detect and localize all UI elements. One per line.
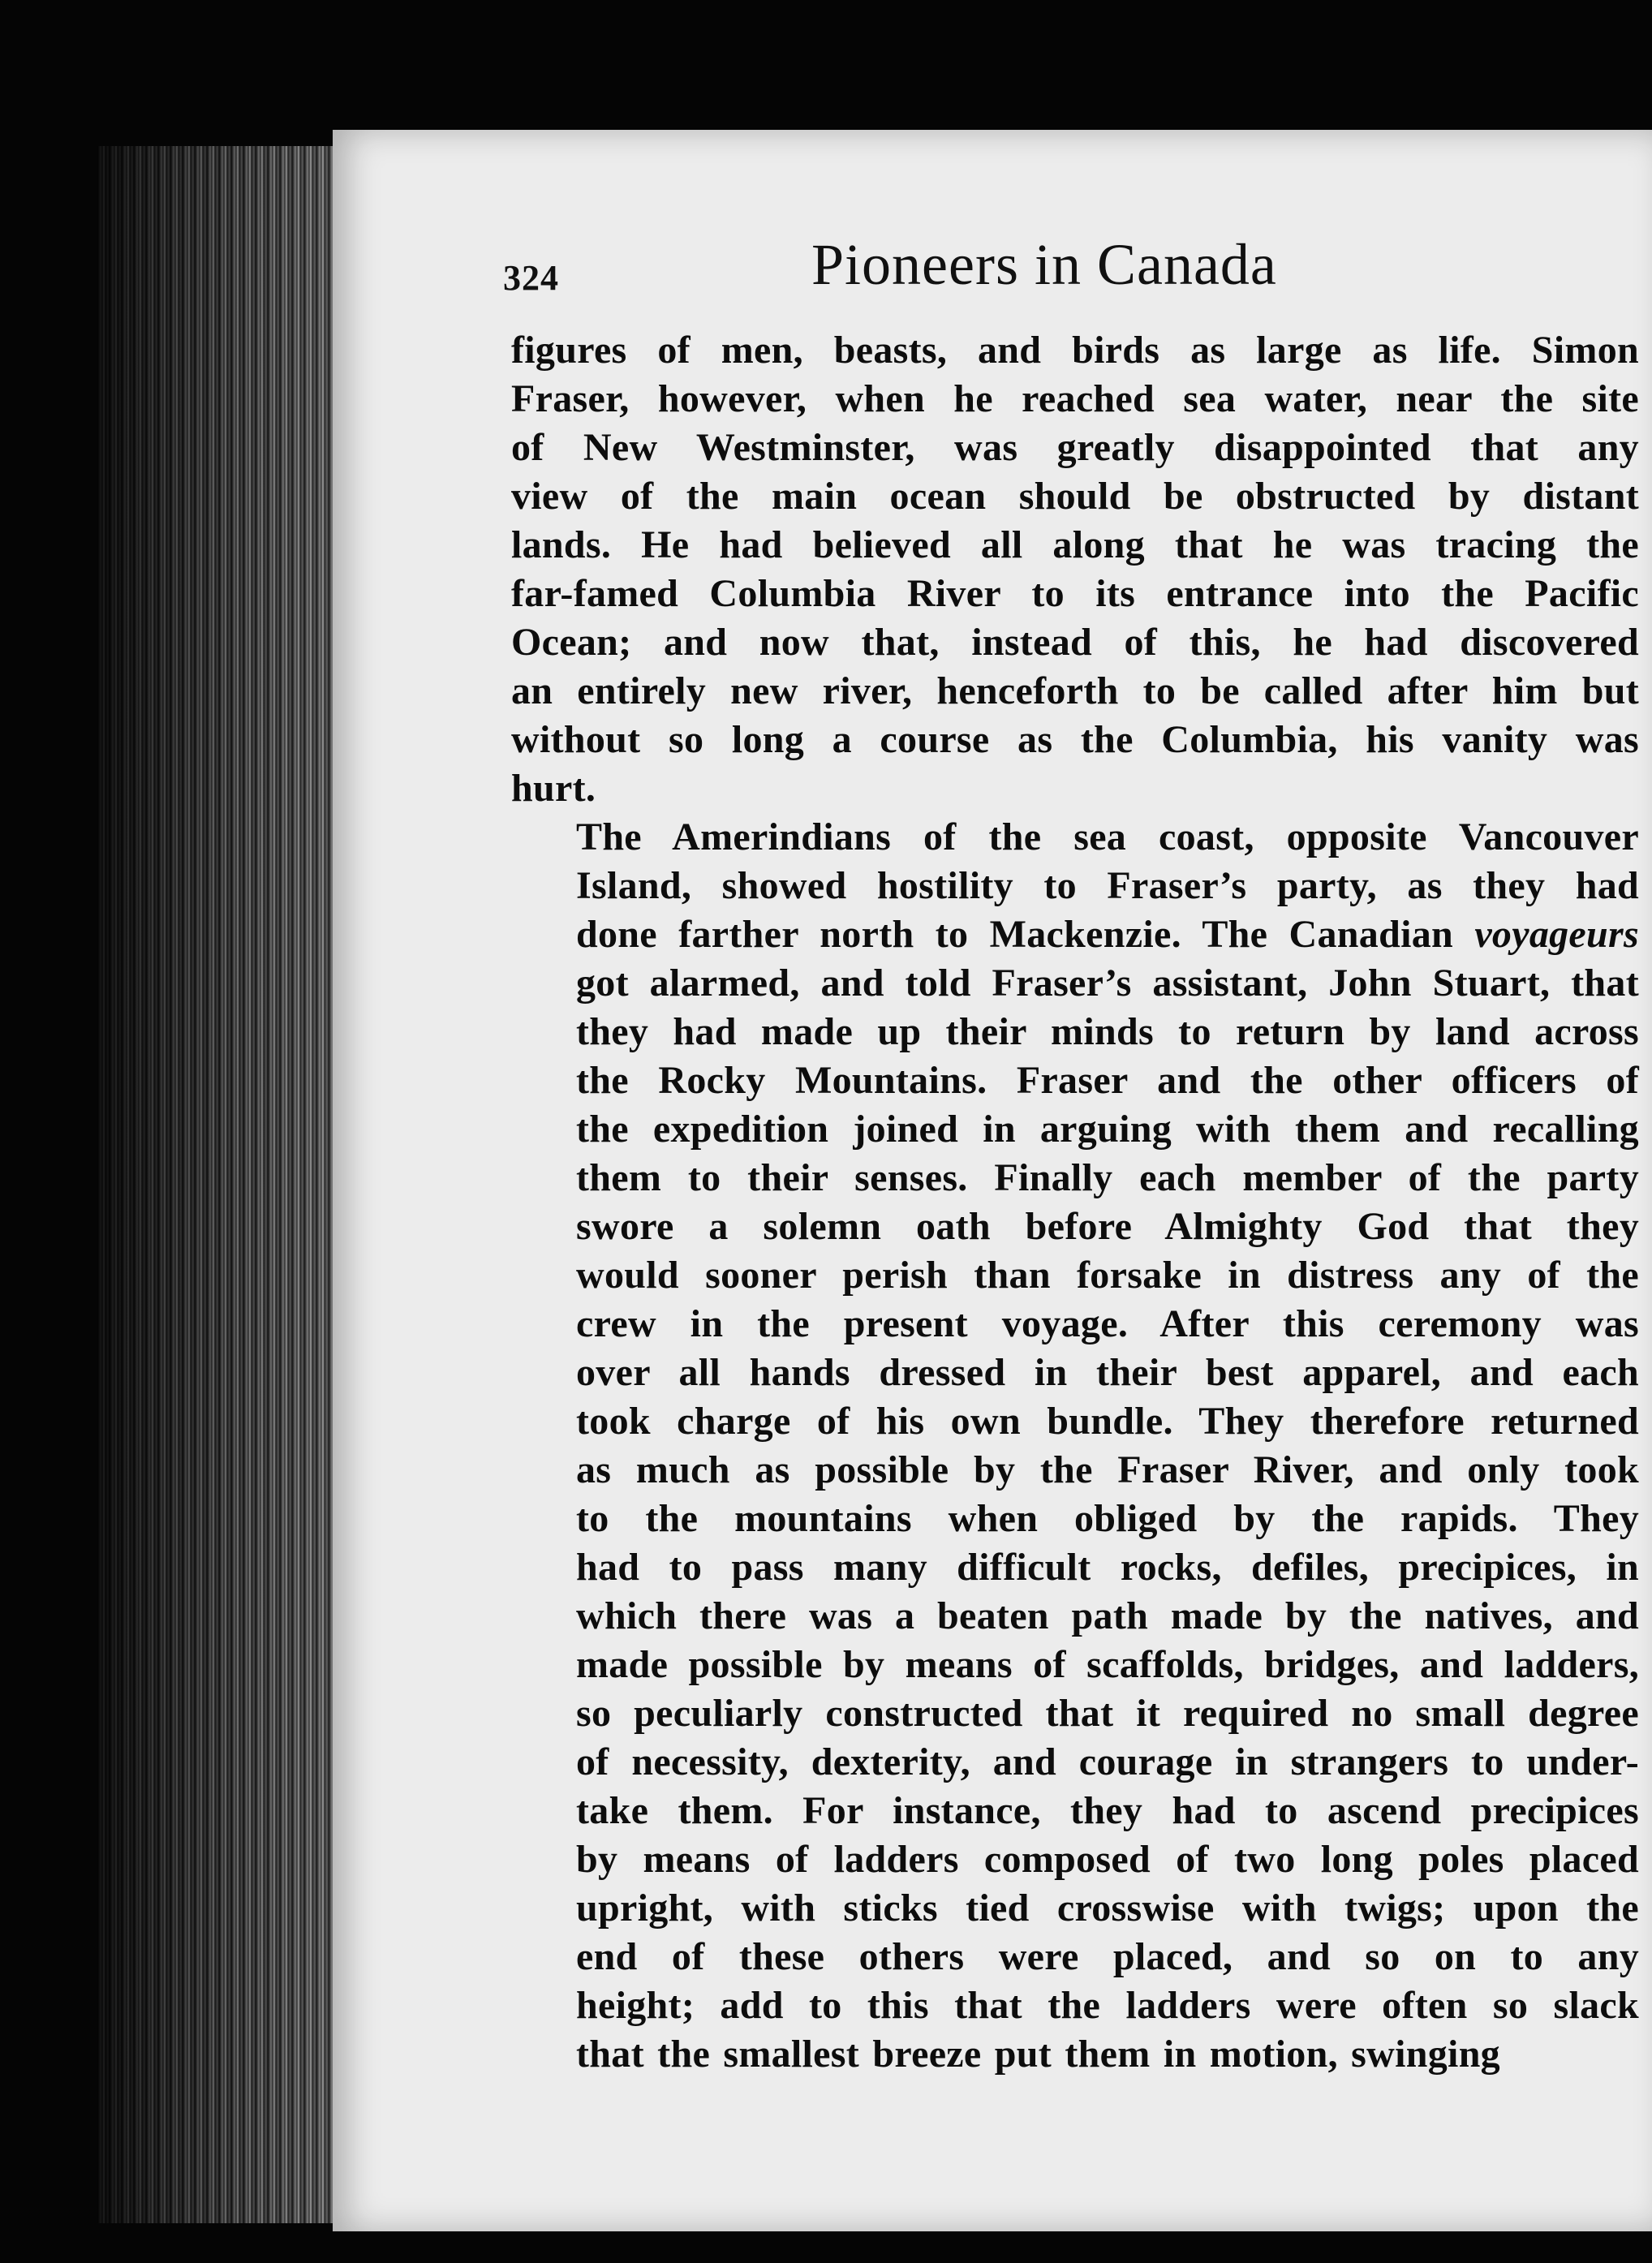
text-line: hurt. — [511, 767, 596, 810]
text-line: upright, with sticks tied crosswise with twigs; upon the — [576, 1887, 1639, 1930]
text-line: got alarmed, and told Fraser’s assistant, John Stuart, that — [576, 962, 1639, 1005]
text-line: by means of ladders composed of two long poles placed — [576, 1838, 1639, 1881]
text-line: that the smallest breeze put them in motion, swinging — [576, 2033, 1500, 2076]
text-line: end of these others were placed, and so on to any — [576, 1935, 1639, 1978]
text-line: took charge of his own bundle. They therefore returned — [576, 1400, 1639, 1443]
page-number: 324 — [503, 258, 559, 298]
text-line: view of the main ocean should be obstructed by distant — [511, 475, 1639, 518]
text-line: height; add to this that the ladders were often so slack — [576, 1984, 1639, 2027]
text-line: of necessity, dexterity, and courage in strangers to under- — [576, 1740, 1639, 1783]
body-text — [511, 326, 1639, 2079]
text-line: crew in the present voyage. After this ceremony was — [576, 1302, 1639, 1345]
page-edge-shadow — [97, 146, 365, 2223]
text-line: Island, showed hostility to Fraser’s party, as they had — [576, 864, 1639, 907]
text-line: so peculiarly constructed that it required no small degree — [576, 1692, 1639, 1735]
paragraph-1 — [511, 326, 1639, 813]
text-line: an entirely new river, henceforth to be called after him but — [511, 669, 1639, 712]
text-line: Fraser, however, when he reached sea water, near the site — [511, 377, 1639, 420]
text-line: swore a solemn oath before Almighty God that they — [576, 1205, 1639, 1248]
paragraph-2 — [511, 813, 1639, 2079]
text-line: to the mountains when obliged by the rapids. They — [576, 1497, 1639, 1540]
text-line: take them. For instance, they had to ascend precipices — [576, 1789, 1639, 1832]
text-line: made possible by means of scaffolds, bridges, and ladders, — [576, 1643, 1639, 1686]
text-line-with-italic — [511, 910, 1639, 959]
text-line: without so long a course as the Columbia, his vanity was — [511, 718, 1639, 761]
text-line: would sooner perish than forsake in distress any of the — [576, 1254, 1639, 1297]
page-header — [503, 231, 1639, 312]
text-line: The Amerindians of the sea coast, opposite Vancouver — [576, 815, 1639, 858]
text-line: lands. He had believed all along that he was tracing the — [511, 523, 1639, 566]
text-line: the Rocky Mountains. Fraser and the other officers of — [576, 1059, 1639, 1102]
text-line: as much as possible by the Fraser River, and only took — [576, 1448, 1639, 1491]
running-title: Pioneers in Canada — [811, 232, 1277, 297]
text-line: them to their senses. Finally each member of the party — [576, 1156, 1639, 1199]
text-line: they had made up their minds to return by land across — [576, 1010, 1639, 1053]
text-line: had to pass many difficult rocks, defiles, precipices, in — [576, 1546, 1639, 1589]
italic-term: voyageurs — [1474, 913, 1639, 956]
text-line: far-famed Columbia River to its entrance into the Pacific — [511, 572, 1639, 615]
text-line: which there was a beaten path made by the natives, and — [576, 1594, 1639, 1637]
text-line: the expedition joined in arguing with them and recalling — [576, 1108, 1639, 1151]
text-line: of New Westminster, was greatly disappointed that any — [511, 426, 1639, 469]
text-segment: done farther north to Mackenzie. The Canadian — [576, 913, 1475, 956]
text-line: figures of men, beasts, and birds as large as life. Simon — [511, 329, 1639, 372]
text-line: over all hands dressed in their best apparel, and each — [576, 1351, 1639, 1394]
text-line: Ocean; and now that, instead of this, he had discovered — [511, 621, 1639, 664]
